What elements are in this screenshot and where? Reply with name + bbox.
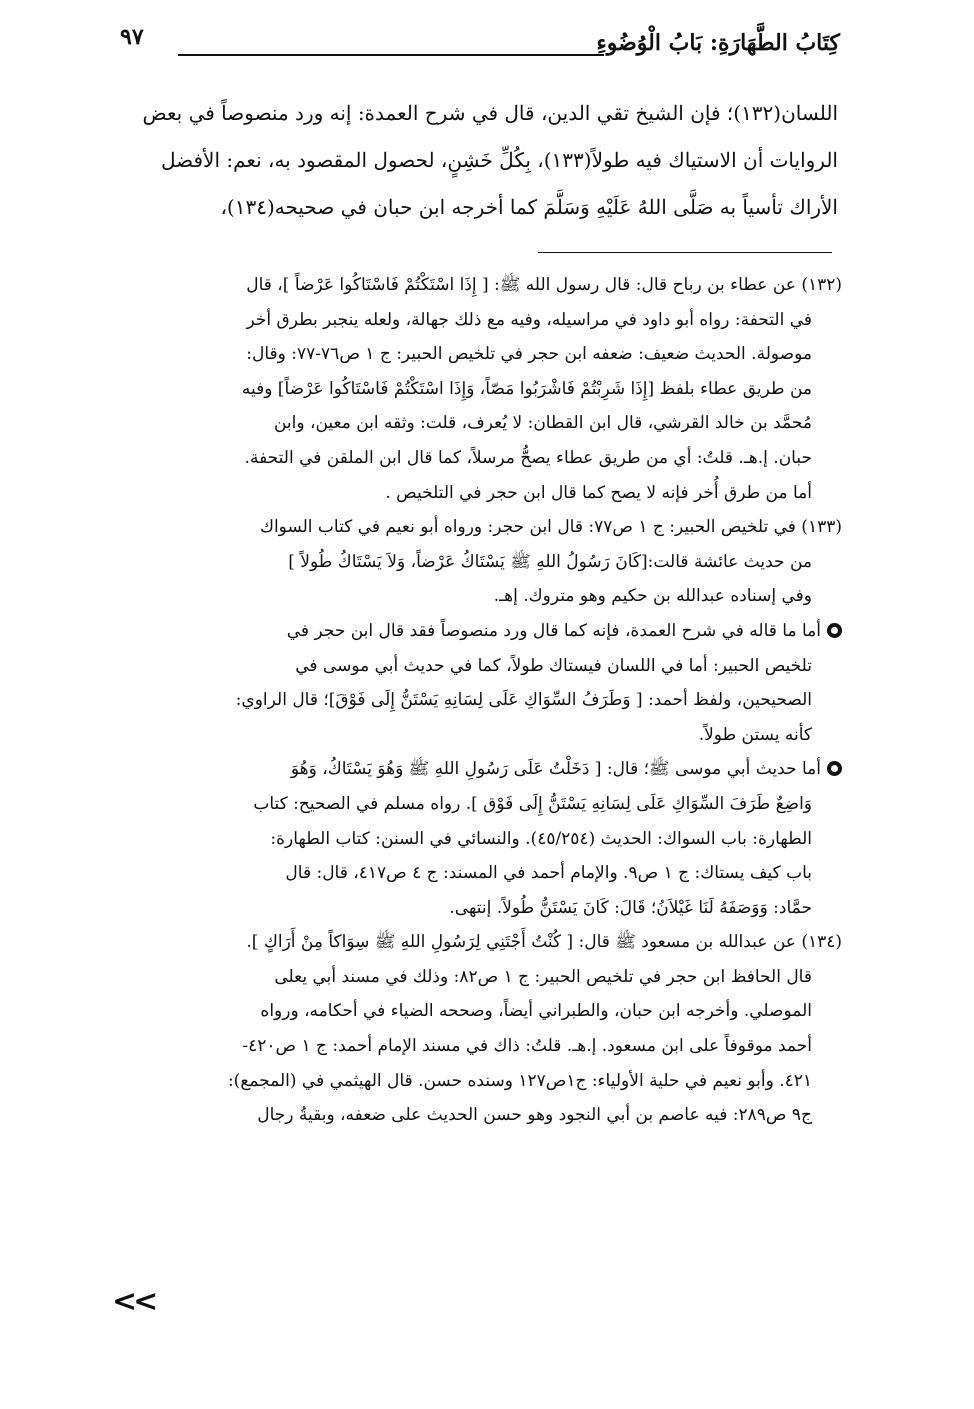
footnote-text: حبان. إ.هـ. قلتُ: أي من طريق عطاء يصحُّ مرسلاً، كما قال ابن الملقن في التحفة.: [244, 447, 812, 468]
footnote-text: أحمد موقوفاً على ابن مسعود. إ.هـ. قلتُ: ذاك في مسند الإمام أحمد: ج ١ ص٤٢٠-: [242, 1036, 812, 1057]
footnote-text: وفي إسناده عبدالله بن حكيم وهو متروك. إهـ.: [493, 586, 812, 607]
footnote-text: أما حديث أبي موسى ﷺ؛ قال: [ دَخَلْتُ عَلَى رَسُولِ اللهِ ﷺ وَهُوَ يَسْتَاكُ، وَهُوَ: [290, 759, 821, 780]
footnote-line: [108, 683, 842, 718]
footnotes: [108, 268, 842, 1133]
footnote-text: كأنه يستن طولاً.: [698, 724, 812, 745]
next-page-marker: <<: [112, 1284, 155, 1319]
footnote-line: [108, 822, 842, 857]
body-line: اللسان(١٣٢)؛ فإن الشيخ تقي الدين، قال في شرح العمدة: إنه ورد منصوصاً في بعض: [142, 101, 838, 125]
footnote-line: [108, 994, 842, 1029]
footnote-text: أما من طرق أُخر فإنه لا يصح كما قال ابن حجر في التلخيص .: [385, 482, 812, 503]
footnote-line: [108, 718, 842, 753]
footnote-text: ٤٢١. وأبو نعيم في حلية الأولياء: ج١ص١٢٧ وسنده حسن. قال الهيثمي في (المجمع):: [227, 1070, 812, 1091]
body-line: الأراك تأسياً به صَلَّى اللهُ عَلَيْهِ وَسَلَّمَ كما أخرجه ابن حبان في صحيحه(١٣٤)،: [220, 195, 838, 219]
chapter-title: كِتَابُ الطَّهَارَةِ: بَابُ الْوُضُوءِ: [596, 30, 840, 56]
footnote-text: الموصلي. وأخرجه ابن حبان، والطبراني أيضاً، وصححه الضياء في أحكامه، ورواه: [260, 1001, 812, 1022]
page-number: ٩٧: [120, 24, 144, 50]
footnote-text: قال الحافظ ابن حجر في تلخيص الحبير: ج ١ ص٨٢: وذلك في مسند أبي يعلى: [274, 966, 812, 987]
footnote-line: [108, 303, 842, 338]
footnote-line: [108, 510, 842, 545]
footnote-line: [108, 1064, 842, 1099]
footnote-line: [108, 545, 842, 580]
footnote-text: باب كيف يستاك: ج ١ ص٩. والإمام أحمد في المسند: ج ٤ ص٤١٧، قال: قال: [285, 863, 812, 884]
footnote-line: [108, 1029, 842, 1064]
footnote-text: ج٩ ص٢٨٩: فيه عاصم بن أبي النجود وهو حسن الحديث على ضعفه، وبقيةُ رجال: [257, 1105, 812, 1126]
body-line: الروايات أن الاستياك فيه طولاً(١٣٣)، بِكُلِّ خَشِنٍ، لحصول المقصود به، نعم: الأفضل: [161, 148, 838, 172]
footnote-line: [108, 372, 842, 407]
footnote-line: [108, 960, 842, 995]
footnote-text: مُحمَّد بن خالد القرشي، قال ابن القطان: لا يُعرف، قلت: وثقه ابن معين، وابن: [273, 413, 812, 434]
footnote-text: (١٣٣) في تلخيص الحبير: ج ١ ص٧٧: قال ابن حجر: ورواه أبو نعيم في كتاب السواك: [259, 517, 842, 538]
footnote-text: موصولة. الحديث ضعيف: ضعفه ابن حجر في تلخيص الحبير: ج ١ ص٧٦-٧٧: وقال:: [246, 344, 812, 365]
footnote-line: [108, 649, 842, 684]
footnote-text: أما ما قاله في شرح العمدة، فإنه كما قال ورد منصوصاً فقد قال ابن حجر في: [286, 620, 821, 641]
footnote-text: في التحفة: رواه أبو داود في مراسيله، وفيه مع ذلك جهالة، ولعله ينجبر بطرق أخر: [246, 309, 812, 330]
bullet-circle-icon: [827, 761, 842, 776]
footnote-line: [108, 925, 842, 960]
footnote-line: [108, 752, 842, 787]
footnote-text: تلخيص الحبير: أما في اللسان فيستاك طولاً، كما في حديث أبي موسى في: [295, 655, 812, 676]
footnote-line: [108, 856, 842, 891]
footnote-text: حمَّاد: وَوَصَفَهُ لَنَا غَيْلاَنُ؛ قَالَ: كَانَ يَسْتَنُّ طُولاً. إنتهى.: [449, 897, 812, 918]
footnote-line: [108, 268, 842, 303]
header-rule: [178, 54, 604, 56]
footnote-text: من طريق عطاء بلفظ [إِذَا شَرِبْتُمْ فَاشْرَبُوا مَصّاً، وَإِذَا اسْتَكْتُمْ فَاسْتَاكُوا عَرْضاً] وفيه: [241, 378, 812, 399]
footnote-text: من حديث عائشة قالت:[كَانَ رَسُولُ اللهِ ﷺ يَسْتَاكُ عَرْضاً، وَلاَ يَسْتَاكُ طُولاً ]: [288, 551, 812, 572]
footnote-line: [108, 337, 842, 372]
footnote-line: [108, 579, 842, 614]
footnote-text: الطهارة: باب السواك: الحديث (٤٥/٢٥٤). والنسائي في السنن: كتاب الطهارة:: [270, 828, 812, 849]
footnote-text: وَاضِعٌ طَرَفَ السِّوَاكِ عَلَى لِسَانِهِ يَسْتَنُّ إِلَى فَوْق ]. رواه مسلم في الصحيح: كتاب: [253, 793, 812, 814]
footnote-line: [108, 441, 842, 476]
footnote-line: [108, 406, 842, 441]
footnote-line: [108, 787, 842, 822]
main-text: [120, 90, 838, 231]
footnote-separator: [538, 252, 832, 253]
bullet-circle-icon: [827, 623, 842, 638]
footnote-text: (١٣٤) عن عبدالله بن مسعود ﷺ قال: [ كُنْتُ أَجْتَنِي لِرَسُولِ اللهِ ﷺ سِوَاكاً مِنْ أَرَاكٍ ].: [246, 932, 842, 953]
running-header: [120, 24, 840, 64]
footnote-line: [108, 1098, 842, 1133]
footnote-text: الصحيحين، ولفظ أحمد: [ وَطَرَفُ السِّوَاكِ عَلَى لِسَانِهِ يَسْتَنُّ إِلَى فَوْقَ]؛ قال الراوي:: [235, 690, 812, 711]
footnote-line: [108, 476, 842, 511]
footnote-text: (١٣٢) عن عطاء بن رباح قال: قال رسول الله ﷺ: [ إِذَا اسْتَكْتُمْ فَاسْتَاكُوا عَرْضاً ]، قال: [246, 275, 842, 295]
footnote-line: [108, 891, 842, 926]
footnote-line: [108, 614, 842, 649]
